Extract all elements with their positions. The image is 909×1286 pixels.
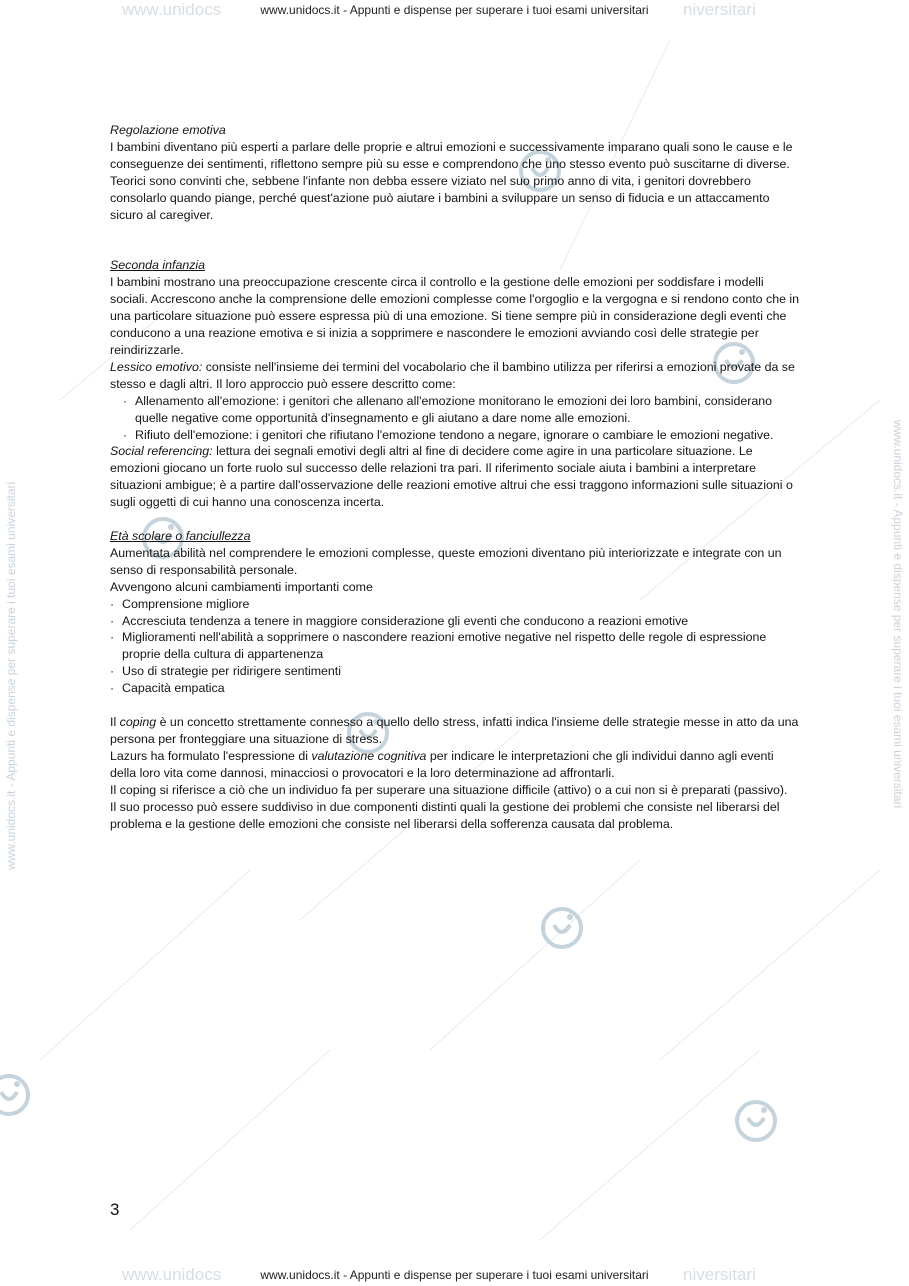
list-item: · Uso di strategie per ridirigere sentimenti — [122, 663, 800, 680]
page-number: 3 — [110, 1200, 120, 1219]
paragraph-lessico — [110, 359, 800, 393]
unidocs-logo-icon — [733, 1098, 779, 1144]
paragraph: Il coping si riferisce a ciò che un individuo fa per superare una situazione difficile (attivo) o a cui non si è preparati (passivo). — [110, 782, 788, 797]
spacer — [110, 511, 800, 528]
term-coping: coping — [119, 715, 157, 730]
list-item: · Comprensione migliore — [122, 596, 800, 613]
term-valutazione: valutazione cognitiva — [311, 748, 427, 763]
text: è un concetto strettamente connesso a quello dello stress, infatti indica l'insieme delle strategie messe in atto da una persona per fronteggiare una situazione di stress. — [110, 715, 799, 746]
paragraph: Aumentata abilità nel comprendere le emozioni complesse, queste emozioni diventano più interiorizzate e integrate con un senso di responsabilità personale. — [110, 545, 782, 577]
paragraph-lazurs — [110, 748, 800, 782]
list-cambiamenti — [110, 596, 800, 697]
spacer — [110, 223, 800, 257]
footer-banner — [0, 1265, 909, 1284]
banner-link[interactable]: www.unidocs.it - Appunti e dispense per superare i tuoi esami universitari — [260, 3, 649, 17]
text: Lazurs ha formulato l'espressione di — [110, 748, 312, 763]
paragraph-social — [110, 443, 800, 511]
banner-ghost-right: niversitari — [683, 1265, 756, 1284]
paragraph: Teorici sono convinti che, sebbene l'infante non debba essere viziato nel suo primo anno di vita, i genitori dovrebbero consolarlo quando piange, perché quest'azione può aiutare i bambini a sviluppare un senso di fiducia e un attaccamento sicuro al caregiver. — [110, 173, 770, 222]
paragraph-coping — [110, 714, 800, 748]
list-approcci — [110, 393, 800, 444]
list-item: · Allenamento all'emozione: i genitori che allenano all'emozione monitorano le emozioni dei loro bambini, considerano quelle negative come opportunità d'insegnamento e gli aiutano a dare nome alle emozioni. — [135, 393, 800, 427]
banner-link[interactable]: www.unidocs.it - Appunti e dispense per superare i tuoi esami universitari — [260, 1268, 649, 1282]
banner-ghost-right: niversitari — [683, 0, 756, 19]
term-social: Social referencing: — [110, 444, 213, 459]
document-body — [110, 122, 800, 832]
side-watermark-right: www.unidocs.it - Appunti e dispense per superare i tuoi esami universitari — [891, 420, 905, 809]
term-lessico: Lessico emotivo: — [110, 359, 203, 374]
header-banner — [0, 0, 909, 19]
list-item: · Capacità empatica — [122, 680, 800, 697]
paragraph: I bambini diventano più esperti a parlare delle proprie e altrui emozioni e successivamente imparano quali sono le cause e le conseguenze dei sentimenti, riflettono sempre più su esse e comprendono che uno stesso evento può suscitarne di diverse. — [110, 139, 793, 171]
paragraph: I bambini mostrano una preoccupazione crescente circa il controllo e la gestione delle emozioni per soddisfare i modelli sociali. Accrescono anche la comprensione delle emozioni complesse come l'orgoglio e la vergogna e si rendono conto che in una particolare situazione può essere espressa più di una emozione. Si tiene sempre più in considerazione degli eventi che conducono a una reazione emotiva e si inizia a sopprimere e nascondere le emozioni avviando così delle strategie per reindirizzarle. — [110, 275, 800, 357]
banner-ghost-left: www.unidocs — [122, 1265, 222, 1284]
heading-eta-scolare: Età scolare o fanciullezza — [110, 529, 251, 544]
paragraph: Il suo processo può essere suddiviso in due componenti distinti quali la gestione dei problemi che consiste nel liberarsi del problema e la gestione delle emozioni che consiste nel liberarsi della sofferenza causata dal problema. — [110, 799, 780, 831]
side-watermark-left: www.unidocs.it - Appunti e dispense per superare i tuoi esami universitari — [4, 481, 18, 870]
spacer — [110, 697, 800, 714]
heading-seconda-infanzia: Seconda infanzia — [110, 258, 206, 273]
text-social: lettura dei segnali emotivi degli altri al fine di decidere come agire in una particolare situazione. Le emozioni giocano un forte ruolo sul successo delle relazioni tra pari. Il riferimento sociale aiuta i bambini a interpretare situazioni ambigue; è a partire dall'osservazione delle reazioni emotive altrui che essi traggono informazioni sulle situazioni o sugli oggetti di cui hanno una conoscenza incerta. — [110, 444, 793, 510]
banner-ghost-left: www.unidocs — [122, 0, 222, 19]
text: Il — [110, 715, 120, 730]
list-item: · Rifiuto dell'emozione: i genitori che rifiutano l'emozione tendono a negare, ignorare o cambiare le emozioni negative. — [135, 427, 800, 444]
heading-regolazione: Regolazione emotiva — [110, 123, 226, 137]
text: per indicare le interpretazioni che gli individui danno agli eventi della loro vita come dannosi, minacciosi o provocatori e la loro determinazione ad affrontarli. — [110, 748, 774, 780]
text-lessico: consiste nell'insieme dei termini del vocabolario che il bambino utilizza per riferirsi a emozioni provate da se stesso e dagli altri. Il loro approccio può essere descritto come: — [110, 359, 795, 391]
list-item: · Accresciuta tendenza a tenere in maggiore considerazione gli eventi che conducono a reazioni emotive — [122, 613, 800, 630]
unidocs-logo-icon — [0, 1072, 32, 1118]
paragraph: Avvengono alcuni cambiamenti importanti come — [110, 579, 373, 594]
unidocs-logo-icon — [539, 905, 585, 951]
list-item: · Miglioramenti nell'abilità a sopprimere o nascondere reazioni emotive negative nel rispetto delle regole di espressione proprie della cultura di appartenenza — [122, 629, 800, 663]
